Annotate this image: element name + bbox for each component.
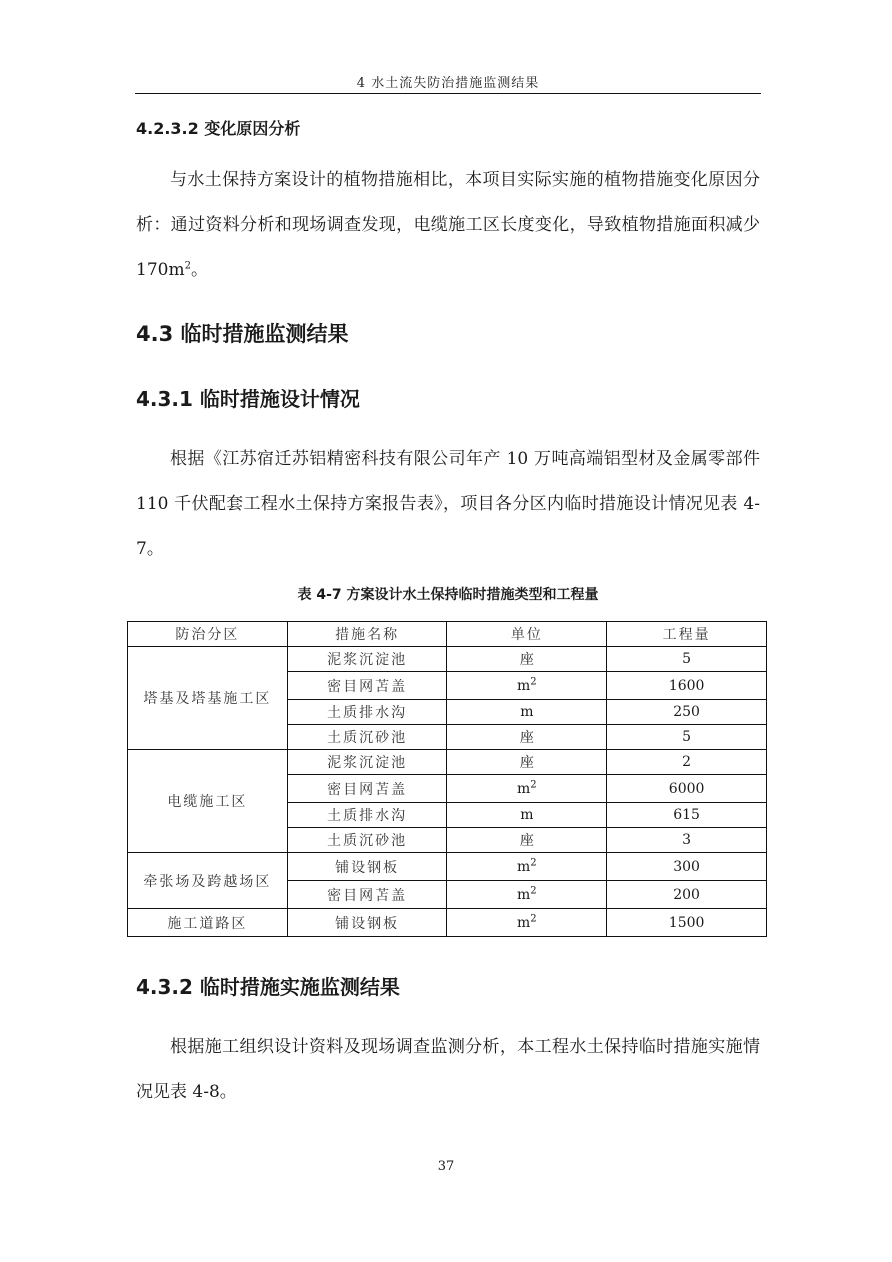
measure-cell: 土质沉砂池: [287, 828, 447, 853]
paragraph-implementation: 根据施工组织设计资料及现场调查监测分析，本工程水土保持临时措施实施情况见表 4-8。: [136, 1037, 760, 1102]
measure-cell: 土质沉砂池: [287, 725, 447, 750]
unit-cell: [447, 775, 607, 803]
superscript-2: 2: [184, 260, 191, 272]
unit-text: m: [520, 807, 534, 823]
heading-4-2-3-2: 4.2.3.2 变化原因分析: [136, 119, 301, 138]
unit-sup: 2: [530, 778, 537, 790]
unit-cell: [447, 750, 607, 775]
unit-cell: [447, 725, 607, 750]
unit-text: 座: [519, 755, 534, 771]
header-rule: [135, 93, 761, 94]
unit-cell: [447, 828, 607, 853]
unit-text: 座: [519, 833, 534, 849]
paragraph-change-reason: [136, 158, 760, 293]
measure-cell: 密目网苫盖: [287, 672, 447, 700]
unit-sup: 2: [530, 884, 537, 896]
paragraph-design-basis: 根据《江苏宿迁苏铝精密科技有限公司年产 10 万吨高端铝型材及金属零部件 110 千伏配套工程水土保持方案报告表》，项目各分区内临时措施设计情况见表 4-7。: [136, 449, 760, 559]
temporary-measures-table: [127, 621, 767, 937]
measure-cell: 铺设钢板: [287, 909, 447, 937]
unit-text: m: [517, 677, 531, 694]
quantity-cell: 250: [607, 700, 767, 725]
unit-sup: 2: [530, 675, 537, 687]
unit-cell: [447, 700, 607, 725]
heading-4-3-2: 4.3.2 临时措施实施监测结果: [136, 975, 400, 999]
header-quantity: 工程量: [607, 622, 767, 647]
zone-cell: 塔基及塔基施工区: [128, 647, 288, 750]
unit-sup: 2: [530, 856, 537, 868]
header-unit: 单位: [447, 622, 607, 647]
measure-cell: 密目网苫盖: [287, 881, 447, 909]
table-header-row: [128, 622, 767, 647]
zone-cell: 电缆施工区: [128, 750, 288, 853]
heading-4-3: 4.3 临时措施监测结果: [136, 322, 349, 346]
measure-cell: 土质排水沟: [287, 803, 447, 828]
unit-cell: [447, 647, 607, 672]
quantity-cell: 200: [607, 881, 767, 909]
measure-cell: 密目网苫盖: [287, 775, 447, 803]
unit-text: m: [517, 886, 531, 903]
quantity-cell: 1500: [607, 909, 767, 937]
quantity-cell: 5: [607, 647, 767, 672]
table-row: [128, 853, 767, 881]
unit-cell: [447, 803, 607, 828]
unit-cell: [447, 672, 607, 700]
table-row: [128, 750, 767, 775]
unit-cell: [447, 909, 607, 937]
paragraph-end-mark: 。: [190, 260, 208, 280]
header-zone: 防治分区: [128, 622, 288, 647]
zone-cell: 施工道路区: [128, 909, 288, 937]
table-caption: 表 4-7 方案设计水土保持临时措施类型和工程量: [297, 587, 599, 603]
unit-sup: 2: [530, 912, 537, 924]
unit-cell: [447, 881, 607, 909]
unit-text: 座: [519, 730, 534, 746]
running-header: 4 水土流失防治措施监测结果: [356, 76, 540, 91]
measure-cell: 泥浆沉淀池: [287, 647, 447, 672]
quantity-cell: 3: [607, 828, 767, 853]
unit-text: m: [517, 914, 531, 931]
unit-text: 座: [519, 652, 534, 668]
quantity-cell: 1600: [607, 672, 767, 700]
unit-text: m: [517, 858, 531, 875]
unit-text: m: [517, 780, 531, 797]
quantity-cell: 6000: [607, 775, 767, 803]
header-measure: 措施名称: [287, 622, 447, 647]
measure-cell: 泥浆沉淀池: [287, 750, 447, 775]
measure-cell: 土质排水沟: [287, 700, 447, 725]
quantity-cell: 2: [607, 750, 767, 775]
quantity-cell: 300: [607, 853, 767, 881]
quantity-cell: 615: [607, 803, 767, 828]
zone-cell: 牵张场及跨越场区: [128, 853, 288, 909]
paragraph-change-reason-text: 与水土保持方案设计的植物措施相比，本项目实际实施的植物措施变化原因分析：通过资料分析和现场调查发现，电缆施工区长度变化，导致植物措施面积减少 170m: [136, 170, 760, 280]
measure-cell: 铺设钢板: [287, 853, 447, 881]
page-number: 37: [437, 1159, 455, 1174]
table-row: [128, 909, 767, 937]
unit-text: m: [520, 704, 534, 720]
unit-cell: [447, 853, 607, 881]
table-row: [128, 647, 767, 672]
quantity-cell: 5: [607, 725, 767, 750]
heading-4-3-1: 4.3.1 临时措施设计情况: [136, 387, 360, 411]
